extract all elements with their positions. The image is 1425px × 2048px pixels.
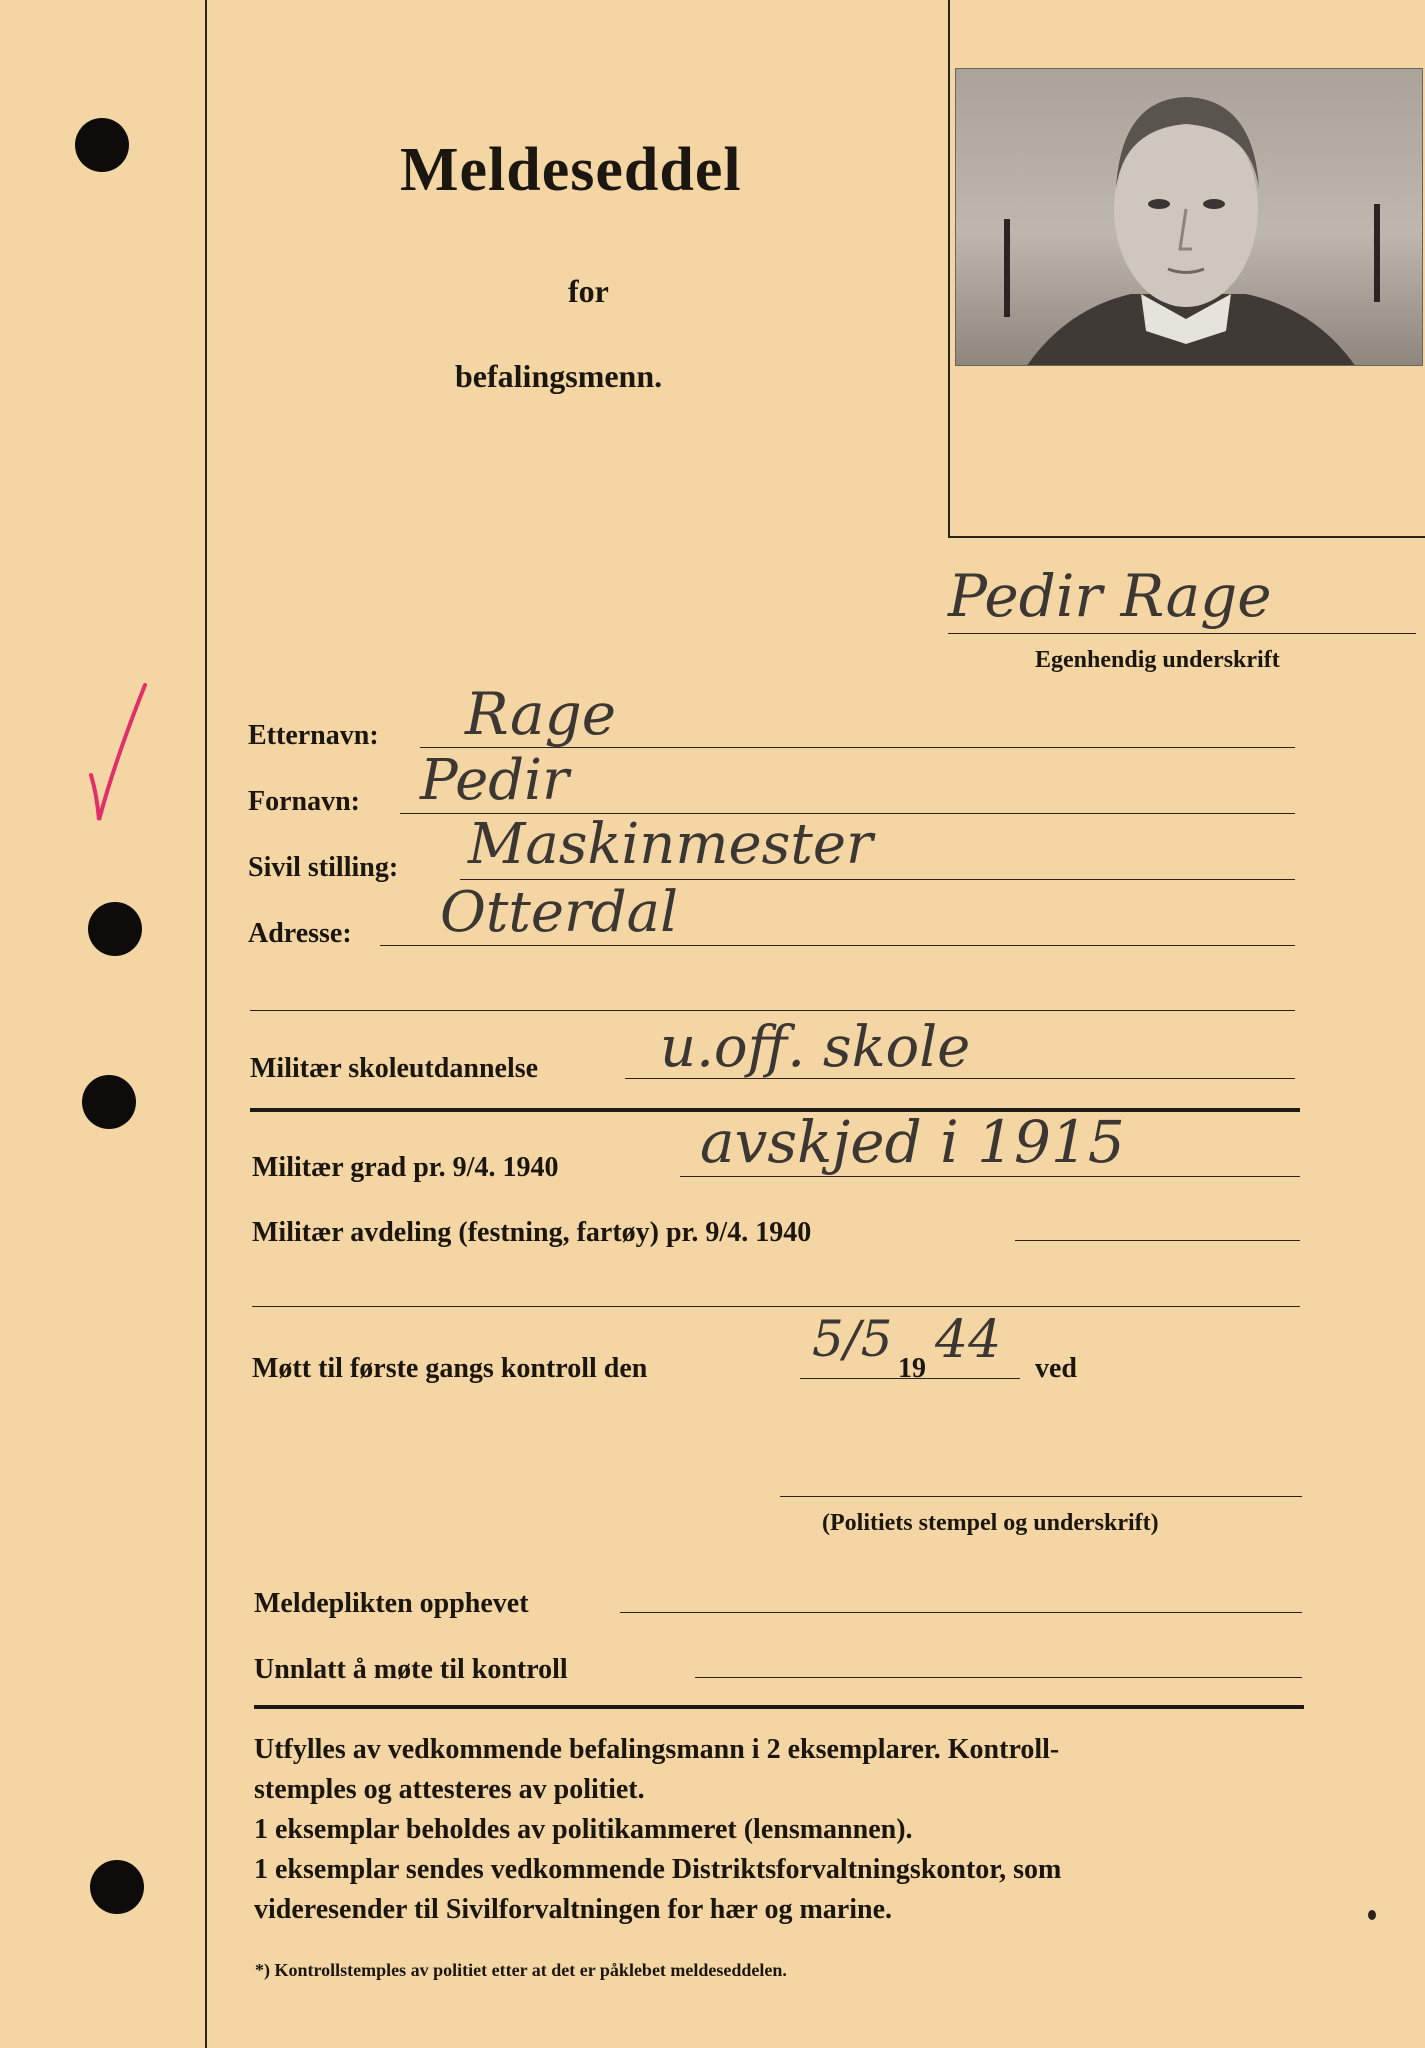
instruction-line: stemples og attesteres av politiet.: [254, 1774, 645, 1805]
punch-hole: [82, 1075, 136, 1129]
footnote: *) Kontrollstemples av politiet etter at det er påklebet meldeseddelen.: [255, 1960, 787, 1980]
section-rule-2: [254, 1705, 1304, 1709]
etternavn-value: Rage: [465, 680, 617, 748]
fornavn-label: Fornavn:: [248, 786, 360, 817]
meldeplikten-label: Meldeplikten opphevet: [254, 1588, 529, 1619]
militaer-avdeling-line: [1015, 1240, 1300, 1241]
sivil-stilling-value: Maskinmester: [468, 812, 873, 877]
instruction-line: Utfylles av vedkommende befalingsmann i 2 eksemplarer. Kontroll-: [254, 1734, 1060, 1765]
mott-ved: ved: [1035, 1353, 1077, 1384]
adresse-line-2: [250, 1010, 1295, 1011]
instruction-line: videresender til Sivilforvaltningen for hær og marine.: [254, 1894, 893, 1925]
punch-hole: [90, 1860, 144, 1914]
mott-year-prefix: 19: [898, 1353, 926, 1384]
punch-hole: [75, 118, 129, 172]
sivil-stilling-label: Sivil stilling:: [248, 852, 399, 883]
unnlatt-line: [695, 1677, 1302, 1678]
adresse-label: Adresse:: [248, 918, 352, 949]
form-subtitle-befalingsmenn: befalingsmenn.: [455, 358, 663, 394]
militaer-avdeling-label: Militær avdeling (festning, fartøy) pr. 9/4. 1940: [252, 1217, 812, 1248]
instructions-paragraph: [254, 1730, 1314, 1930]
portrait-photo: [955, 68, 1423, 366]
signature-line: [948, 633, 1416, 634]
instruction-line: 1 eksemplar sendes vedkommende Distriktsforvaltningskontor, som: [254, 1854, 1062, 1885]
mott-year-value: 44: [935, 1310, 1002, 1370]
etternavn-label: Etternavn:: [248, 720, 379, 751]
form-subtitle-for: for: [568, 273, 609, 309]
militaer-grad-line: [680, 1176, 1300, 1177]
adresse-line: [380, 945, 1295, 946]
signature-caption: Egenhendig underskrift: [1035, 647, 1280, 673]
meldeplikten-line: [620, 1612, 1302, 1613]
punch-hole: [88, 902, 142, 956]
militaer-grad-value: avskjed i 1915: [700, 1108, 1125, 1176]
mott-label: Møtt til første gangs kontroll den: [252, 1353, 648, 1384]
militaer-grad-label: Militær grad pr. 9/4. 1940: [252, 1152, 559, 1183]
fornavn-value: Pedir: [420, 748, 569, 813]
adresse-value: Otterdal: [440, 880, 678, 945]
unnlatt-label: Unnlatt å møte til kontroll: [254, 1654, 568, 1685]
skoleutdannelse-value: u.off. skole: [660, 1015, 971, 1080]
instruction-line: 1 eksemplar beholdes av politikammeret (lensmannen).: [254, 1814, 913, 1845]
politi-caption: (Politiets stempel og underskrift): [822, 1510, 1159, 1536]
politi-signature-line: [780, 1496, 1302, 1497]
avdeling-line-2: [252, 1306, 1300, 1307]
check-mark-icon: [85, 680, 155, 840]
mott-date-value: 5/5: [812, 1310, 893, 1368]
ink-dot: [1368, 1910, 1376, 1920]
form-title: Meldeseddel: [400, 136, 742, 204]
skoleutdannelse-label: Militær skoleutdannelse: [250, 1053, 539, 1084]
margin-line: [205, 0, 207, 2048]
signature-handwriting: Pedir Rage: [948, 562, 1272, 630]
